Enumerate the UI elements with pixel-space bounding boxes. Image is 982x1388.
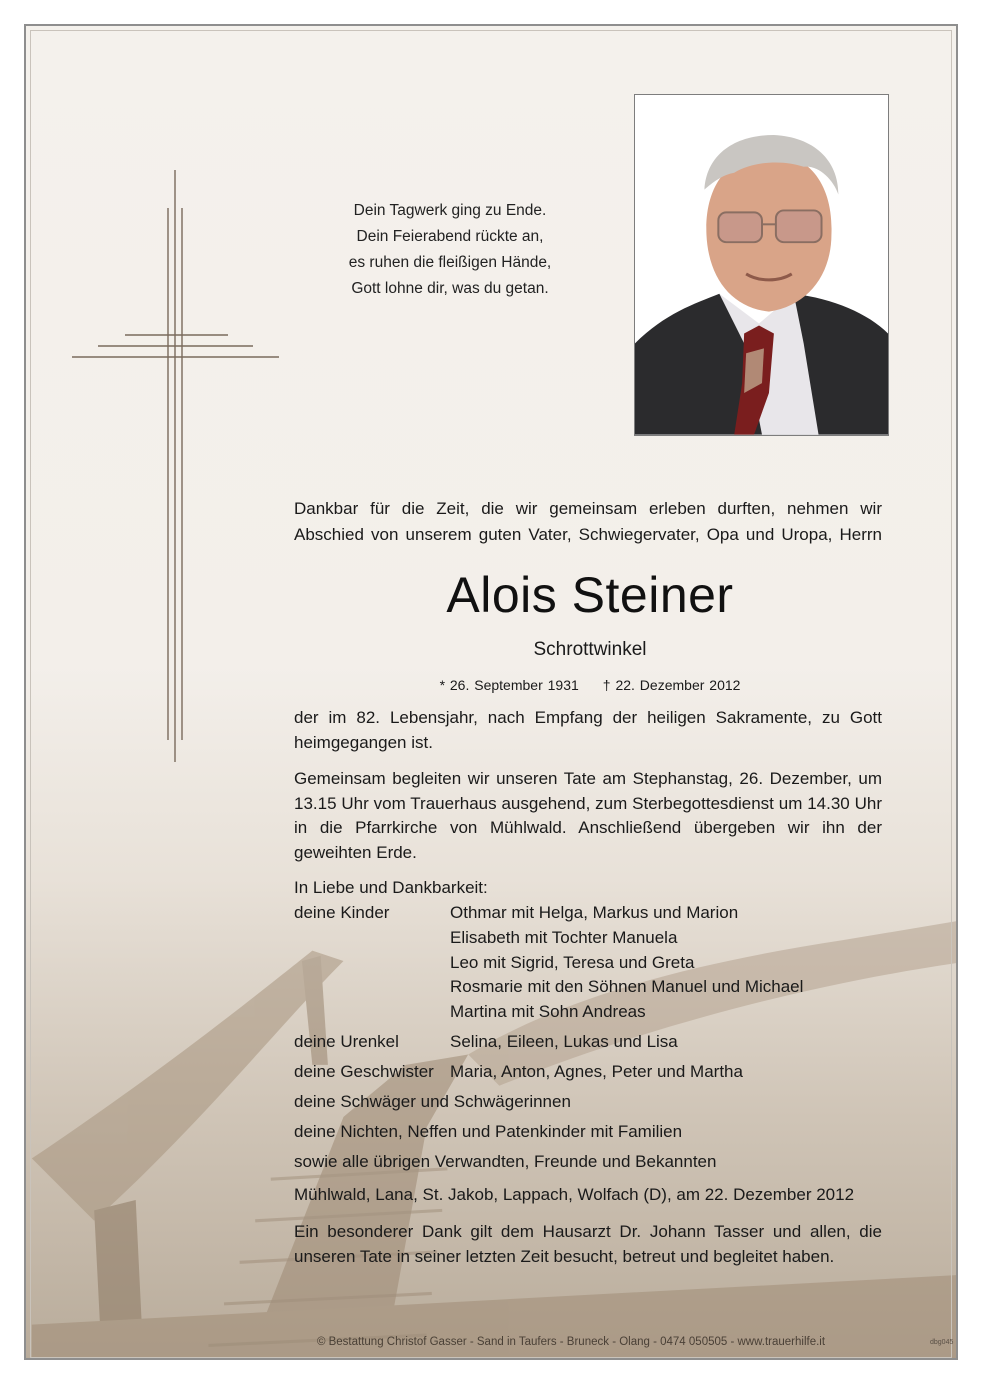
intro-line-2: Abschied von unserem guten Vater, Schwiegervater, Opa und Uropa, Herrn [294,525,882,544]
kinder-item: Martina mit Sohn Andreas [450,1002,646,1021]
death-date: † 22. Dezember 2012 [602,677,741,693]
portrait-photo [634,94,889,436]
kinder-item: Othmar mit Helga, Markus und Marion [450,903,739,922]
verwandte-line: sowie alle übrigen Verwandten, Freunde und Bekannten [294,1152,717,1171]
poem-line: Gott lohne dir, was du getan. [351,280,549,297]
kinder-item: Elisabeth mit Tochter Manuela [450,928,678,947]
poem [300,198,600,302]
urenkel-label: deine Urenkel [294,1032,399,1051]
life-dates [290,673,890,697]
thanks-paragraph: Ein besonderer Dank gilt dem Hausarzt Dr. Johann Tasser und allen, die unseren Tate in seiner letzten Zeit besucht, betreut und begleitet haben. [294,1222,882,1266]
kinder-item: Rosmarie mit den Söhnen Manuel und Michael [450,977,804,996]
poem-line: Dein Tagwerk ging zu Ende. [353,202,547,219]
place-and-date: Mühlwald, Lana, St. Jakob, Lappach, Wolfach (D), am 22. Dezember 2012 [294,1185,855,1204]
deceased-name: Alois Steiner [446,567,734,623]
passing-paragraph: der im 82. Lebensjahr, nach Empfang der heiligen Sakramente, zu Gott heimgegangen ist. [294,708,882,752]
portrait-image [635,95,888,435]
birth-date: * 26. September 1931 [439,677,579,693]
deceased-nickname: Schrottwinkel [533,639,647,660]
footer-credit: © Bestattung Christof Gasser - Sand in Taufers - Bruneck - Olang - 0474 050505 - www.trauerhilfe.it [316,1336,826,1348]
geschwister-label: deine Geschwister [294,1062,434,1081]
poem-line: es ruhen die fleißigen Hände, [348,254,552,271]
family-heading: In Liebe und Dankbarkeit: [294,878,488,897]
nichten-line: deine Nichten, Neffen und Patenkinder mit Familien [294,1122,683,1141]
poem-line: Dein Feierabend rückte an, [356,228,544,245]
kinder-item: Leo mit Sigrid, Teresa und Greta [450,953,695,972]
kinder-label: deine Kinder [294,903,390,922]
funeral-paragraph: Gemeinsam begleiten wir unseren Tate am Stephanstag, 26. Dezember, um 13.15 Uhr vom Trauerhaus ausgehend, zum Sterbegottesdienst um 14.30 Uhr in die Pfarrkirche von Mühlwald. Anschließend übergeben wir ihn der geweihten Erde. [294,769,882,862]
intro-line-1: Dankbar für die Zeit, die wir gemeinsam erleben durften, nehmen wir [294,499,882,518]
geschwister-value: Maria, Anton, Agnes, Peter und Martha [450,1062,743,1081]
schwaeger-line: deine Schwäger und Schwägerinnen [294,1092,571,1111]
urenkel-value: Selina, Eileen, Lukas und Lisa [450,1032,678,1051]
template-code: dbg045 [930,1339,954,1346]
